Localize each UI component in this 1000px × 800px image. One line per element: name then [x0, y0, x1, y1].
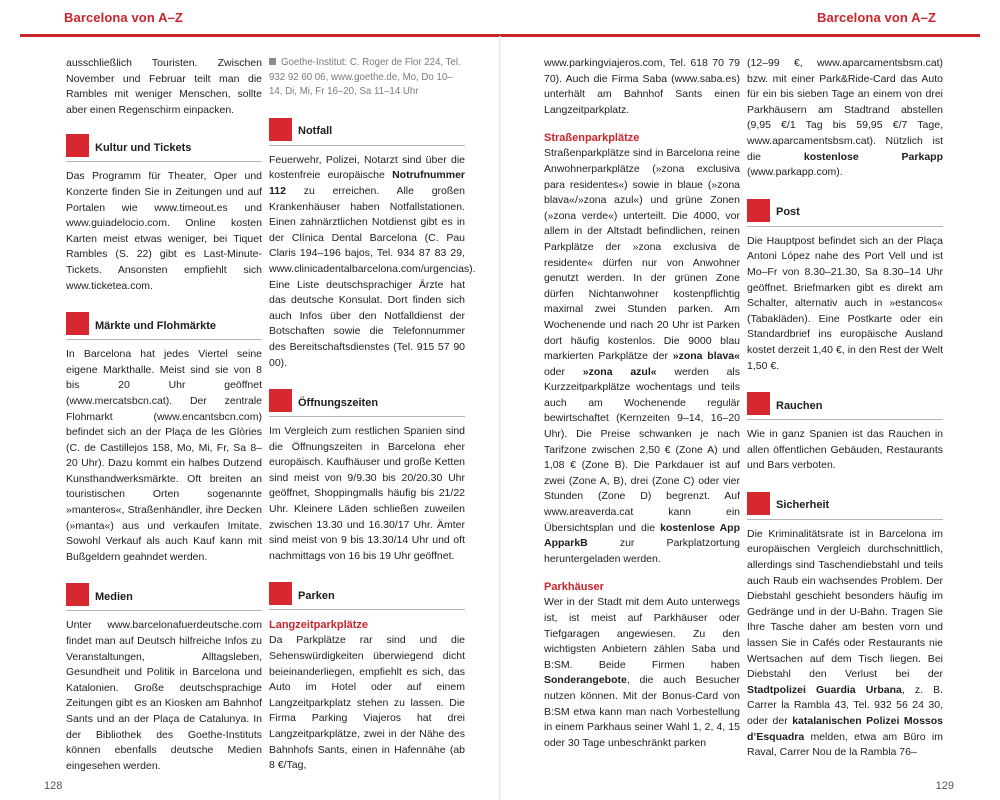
section-marker-icon [269, 389, 292, 412]
strassen-text-d: zur Parkplatzortung heruntergeladen werden. [544, 537, 740, 565]
column-2 [269, 56, 476, 774]
section-header-sicherheit [747, 492, 943, 520]
section-header-notfall [269, 118, 465, 146]
section-marker-icon [747, 492, 770, 515]
column-3 [544, 56, 740, 751]
kultur-text: Das Programm für Theater, Oper und Konzerte finden Sie in Zeitungen und auf Portalen wie www.timeout.es und www.guiadelocio.com. Online kosten Karten meist etwas weniger, bei Tiquet Rambles (S. 22) gibt es Last-Minute-Tickets. Ansonsten empfiehlt sich www.ticketea.com. [66, 170, 262, 292]
oeffnungszeiten-text: Im Vergleich zum restlichen Spanien sind die Öffnungszeiten in Barcelona eher europäisch. Kaufhäuser und große Ketten sind meist von 9/9.30 bis 20/20.30 Uhr geöffnet, Shoppingmalls häufig bis 21/22 Uhr. Kleinere Läden schließen zuweilen zwischen 13.30 und 16.30/17 Uhr. Ämter sind meist von 9 bis 13.30/14 Uhr und oft nachmittags von 16 bis 19 Uhr geöffnet. [269, 425, 465, 562]
section-marker-icon [747, 199, 770, 222]
langzeit-text: Da Parkplätze rar sind und die Sehenswürdigkeiten überwiegend dicht beieinanderliegen, empfiehlt es sich, das Auto im Hotel oder auf einem Langzeitparkplatz stehen zu lassen. Die Firma Parking Viajeros hat drei Langzeitparkplätze, zwei in der Nähe des Bahnhofs Sants, einen in Hafennähe (ab 8 €/Tag, [269, 634, 465, 772]
running-head-left: Barcelona von A–Z [64, 10, 183, 25]
section-header-parken [269, 582, 465, 610]
notfall-emphasis: Notrufnummer 112 [269, 169, 465, 197]
section-marker-icon [269, 582, 292, 605]
section-marker-icon [747, 392, 770, 415]
sicherheit-emphasis-1: Stadtpolizei Guardia Urbana [747, 683, 902, 696]
section-title-medien: Medien [95, 590, 133, 603]
section-title-parken: Parken [298, 589, 335, 602]
section-title-rauchen: Rauchen [776, 399, 823, 412]
strassen-text-b: oder [544, 365, 583, 378]
section-header-kultur [66, 134, 262, 162]
column-1 [66, 56, 262, 774]
page-number-left: 128 [44, 780, 63, 792]
running-head-right: Barcelona von A–Z [817, 10, 936, 25]
rauchen-text: Wie in ganz Spanien ist das Rauchen in allen öffentlichen Gebäuden, Restaurants und Bars verboten. [747, 428, 943, 472]
notfall-text [269, 153, 476, 371]
section-title-kultur: Kultur und Tickets [95, 141, 192, 154]
book-spine [499, 36, 501, 800]
section-header-oeffnungszeiten [269, 389, 465, 417]
subheading-strassenparkplaetze: Straßenparkplätze [544, 132, 640, 145]
col3-intro-text: www.parkingviajeros.com, Tel. 618 70 79 70). Auch die Firma Saba (www.saba.es) unterhält am Bahnhof Sants einen Langzeitparkplatz. [544, 57, 740, 116]
parkhaeuser-text [544, 595, 740, 751]
parkhaeuser-text-a: Wer in der Stadt mit dem Auto unterwegs ist, ist meist auf Parkhäuser oder Tiefgaragen angewiesen. Zu den wichtigsten Anbietern zählen Saba und B:SM. Beide Firmen haben [544, 596, 740, 671]
sicherheit-text-c: melden, etwa am Büro im Raval, Carrer Nou de la Rambla 76– [747, 730, 943, 759]
section-title-notfall: Notfall [298, 125, 333, 138]
col4-intro-b: (www.parkapp.com). [747, 166, 843, 179]
section-marker-icon [269, 118, 292, 141]
page-number-right: 129 [935, 780, 954, 792]
notfall-text-b: zu erreichen. Alle großen Krankenhäuser haben Notfallstationen. Einen zahnärztlichen Notdienst gibt es in der Clínica Dental Barcelona (C. Pau Claris 194–196 bajos, Tel. 934 87 83 29, www.clinicadentalbarcelona.com/urgencias). Eine Liste deutschsprachiger Ärzte hat das deutsche Konsulat. Dort finden sich auch Infos über den Notfalldienst der Botschaften sowie die Telefonnummer des Bereitschaftsdienstes (Tel. 915 57 90 00). [269, 184, 476, 369]
section-title-oeffnungszeiten: Öffnungszeiten [298, 396, 379, 409]
strassen-text-c: werden als Kurzzeitparkplätze wochentags und teils auch am Wochenende regulär bewirtschaftet (Kernzeiten 9–14, 16–20 Uhr). Die Preise schwanken je nach Tarifzone zwischen 2,50 € (Zone A) und 1,08 € (Zone B). Die Parkdauer ist auf zwei (Zone A, B), drei (Zone C) oder vier Stunden (Zone D) begrenzt. Auf www.areaverda.cat kann ein Übersichtsplan und die [544, 365, 740, 534]
header-rule-left [20, 34, 500, 37]
col4-intro-emphasis: kostenlose Parkapp [803, 150, 943, 163]
sicherheit-text [747, 527, 943, 761]
section-header-maerkte [66, 312, 262, 340]
subheading-parkhaeuser: Parkhäuser [544, 581, 604, 594]
strassen-text [544, 146, 740, 567]
col1-intro-text: ausschließlich Touristen. Zwischen November und Februar teilt man die Rambles mit weniger Menschen, sollte aber einen Regenschirm einpacken. [66, 57, 262, 116]
header-rule-right [500, 34, 980, 37]
medien-text: Unter www.barcelonafuerdeutsche.com findet man auf Deutsch hilfreiche Infos zu Veranstaltungen, Alltagsleben, Gesundheit und Politik in Barcelona und Katalonien. Große deutschsprachige Zeitungen gibt es an Kiosken am Bahnhof Sants und an der Plaça de Catalunya. In der Bibliothek des Goethe-Instituts können ebenfalls deutsche Medien eingesehen werden. [66, 619, 262, 772]
sicherheit-text-a: Die Kriminalitätsrate ist in Barcelona im europäischen Vergleich durchschnittlich, allerdings sind Taschendiebstahl und teils auch Raub ein wachsendes Problem. Der Diebstahl geschieht besonders häufig im Gedränge und in der U-Bahn. Tragen Sie Ihre Tasche daher am besten vorn und lassen Sie in Cafés oder Restaurants nie Wertsachen auf dem Tisch liegen. Bei Diebstahl den Verlust bei der [747, 527, 943, 681]
goethe-note-text: Goethe-Institut: C. Roger de Flor 224, Tel. 932 92 60 06, www.goethe.de, Mo, Do 10–14, Di, Mi, Fr 16–20, Sa 11–14 Uhr [269, 57, 461, 98]
strassen-emphasis-1: »zona blava« [672, 350, 740, 363]
strassen-text-a: Straßenparkplätze sind in Barcelona reine Anwohnerparkplätze (»zona exclusiva para residentes«) sowie in blaue (»zona blava«/»zona azul«) und grüne Zonen (»zona verde«) unterteilt. Die 4000, vor allem in der Altstadt befindlichen, reinen Parkplätze der »zona exclusiva de residente« dürfen nur von Anwohner genutzt werden. In der grünen Zone dürfen Nichtanwohner kostenpflichtig maximal zwei Stunden parken. Am Wochenende und nach 20 Uhr ist Parken dort häufig kostenlos. Die 9000 blau markierten Parkplätze der [544, 147, 740, 363]
col4-intro-a: (12–99 €, www.aparcamentsbsm.cat) bzw. mit einer Park&Ride-Card das Auto für ein bis sieben Tage an einem von drei Parkhäusern am Stadtrand abstellen (9,95 €/1 Tag bis 59,95 €/7 Tage, www.aparcamentsbsm.cat). Nützlich ist die [747, 57, 943, 163]
section-title-sicherheit: Sicherheit [776, 499, 830, 512]
subheading-langzeitparkplaetze: Langzeitparkplätze [269, 619, 369, 632]
square-bullet-icon [269, 58, 276, 65]
section-marker-icon [66, 583, 89, 606]
sicherheit-emphasis-2: katalanischen Polizei Mossos d’Esquadra [747, 715, 944, 743]
sicherheit-text-b: , z. B. Carrer la Rambla 43, Tel. 932 56 24 30, oder der [747, 683, 944, 727]
section-header-post [747, 199, 943, 227]
goethe-note [269, 56, 465, 100]
section-marker-icon [66, 312, 89, 335]
section-header-medien [66, 583, 262, 611]
notfall-text-a: Feuerwehr, Polizei, Notarzt sind über die kostenfreie europäische [269, 153, 465, 182]
strassen-emphasis-3: kostenlose App ApparkB [544, 521, 741, 550]
section-title-maerkte: Märkte und Flohmärkte [95, 319, 217, 332]
maerkte-text: In Barcelona hat jedes Viertel seine eigene Markthalle. Meist sind sie von 8 bis 20 Uhr geöffnet (www.mercatsbcn.cat). Der zentrale Flohmarkt (www.encantsbcn.com) befindet sich an der Plaça de les Glòries (C. de Castillejos 158, Mo, Mi, Fr, Sa 8–20 Uhr). Dazu kommt ein halbes Dutzend Kunsthandwerksmärkte. Oft breiten an touristischen Orten sogenannte »manteros«, Straßenhändler, ihre Decken (»manta«) aus und verkaufen Imitate. Sowohl Verkauf als auch Kauf kann mit Bußgeldern geahndet werden. [66, 348, 262, 563]
column-4 [747, 56, 943, 761]
parkhaeuser-emphasis: Sonderangebote [544, 674, 627, 687]
section-marker-icon [66, 134, 89, 157]
parkhaeuser-text-b: , die auch Besucher nutzen können. Mit der Bonus-Card von B:SM etwa kann man nach Vorbestellung in einem Parkhaus seiner Wahl 1, 2, 4, 15 oder 30 Tage unbeschränkt parken [544, 674, 740, 749]
post-text: Die Hauptpost befindet sich an der Plaça Antoni López nahe des Port Vell und ist Mo–Fr von 8.30–21.30, Sa 8.30–14 Uhr geöffnet. Briefmarken gibt es direkt am Schalter, alternativ auch in »estancos« (Tabakläden). Eine Postkarte oder ein Standardbrief ins europäische Ausland kostet derzeit 1,40 €, in den Rest der Welt 1,50 €. [747, 234, 943, 372]
section-header-rauchen [747, 392, 943, 420]
col4-intro-text [747, 56, 943, 181]
strassen-emphasis-2: »zona azul« [582, 365, 657, 378]
section-title-post: Post [776, 206, 800, 219]
